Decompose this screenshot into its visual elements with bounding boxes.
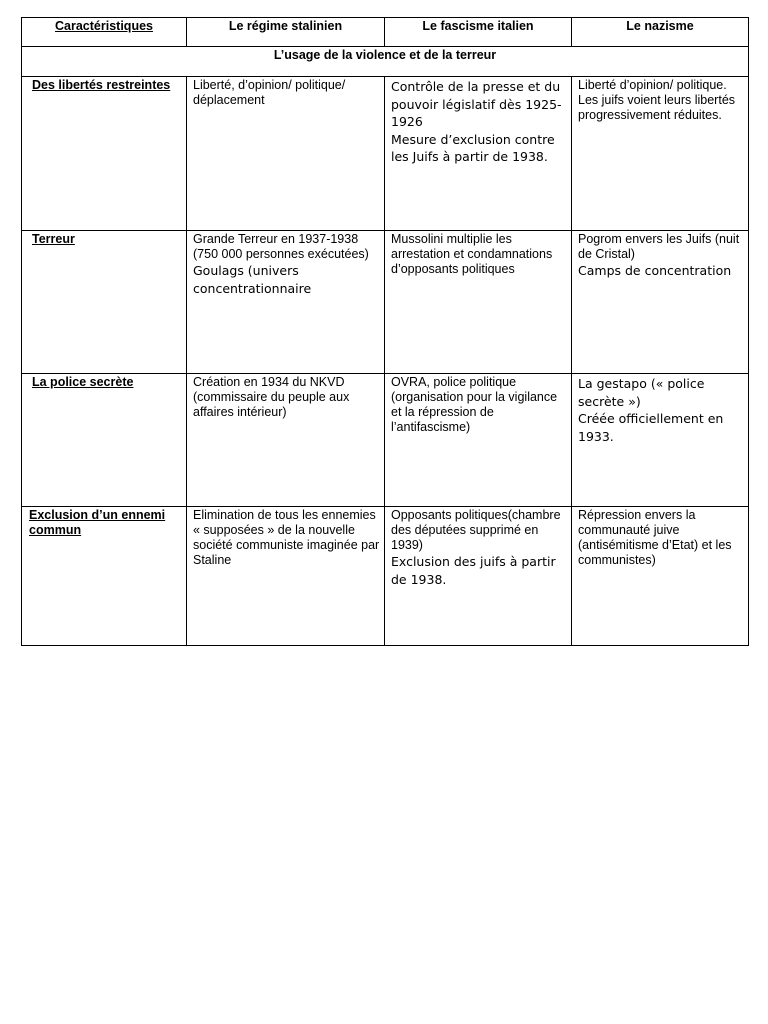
header-nazism: Le nazisme [572, 18, 749, 47]
cell-text: Mesure d’exclusion contre les Juifs à partir de 1938. [391, 131, 555, 164]
cell-text: Mussolini multiplie les arrestation et condamnations d’opposants politiques [391, 232, 553, 276]
cell-nazi [572, 507, 749, 646]
cell-stalin [187, 374, 385, 507]
header-italian-fascism: Le fascisme italien [385, 18, 572, 47]
cell-nazi [572, 231, 749, 374]
section-title: L’usage de la violence et de la terreur [22, 47, 749, 77]
header-characteristics: Caractéristiques [22, 18, 187, 47]
header-row [22, 18, 749, 47]
cell-text: Liberté, d’opinion/ politique/ déplacement [193, 78, 346, 107]
cell-text: Liberté d’opinion/ politique. [578, 78, 727, 92]
cell-italy [385, 77, 572, 231]
table-row [22, 77, 749, 231]
cell-text: Les juifs voient leurs libertés progressivement réduites. [578, 93, 736, 122]
row-label: Des libertés restreintes [22, 77, 187, 231]
cell-text: La gestapo (« police secrète ») [578, 376, 705, 409]
cell-stalin [187, 77, 385, 231]
cell-text: Goulags (univers concentrationnaire [193, 263, 312, 296]
cell-text: Création en 1934 du NKVD (commissaire du peuple aux affaires intérieur) [193, 375, 350, 419]
cell-nazi [572, 77, 749, 231]
cell-text: Contrôle de la presse et du pouvoir législatif dès 1925-1926 [391, 79, 562, 129]
cell-text: Créée officiellement en 1933. [578, 411, 724, 444]
cell-stalin [187, 231, 385, 374]
table-row [22, 507, 749, 646]
table-row [22, 231, 749, 374]
cell-text: Répression envers la communauté juive (antisémitisme d’Etat) et les communistes) [578, 508, 732, 567]
cell-text: Elimination de tous les ennemies « supposées » de la nouvelle société communiste imaginée par Staline [193, 508, 380, 567]
cell-stalin [187, 507, 385, 646]
row-label: La police secrète [22, 374, 187, 507]
cell-italy [385, 374, 572, 507]
cell-italy [385, 231, 572, 374]
table-row [22, 374, 749, 507]
cell-nazi [572, 374, 749, 507]
cell-text: Pogrom envers les Juifs (nuit de Cristal) [578, 232, 740, 261]
comparison-table [21, 17, 749, 646]
cell-text: Camps de concentration [578, 263, 732, 278]
cell-italy [385, 507, 572, 646]
header-stalinist-regime: Le régime stalinien [187, 18, 385, 47]
cell-text: Exclusion des juifs à partir de 1938. [391, 554, 556, 587]
cell-text: Grande Terreur en 1937-1938 (750 000 personnes exécutées) [193, 232, 369, 261]
cell-text: OVRA, police politique (organisation pour la vigilance et la répression de l’antifascisme) [391, 375, 558, 434]
row-label: Terreur [22, 231, 187, 374]
subheader-row [22, 47, 749, 77]
row-label: Exclusion d’un ennemi commun [22, 507, 187, 646]
cell-text: Opposants politiques(chambre des députées supprimé en 1939) [391, 508, 561, 552]
